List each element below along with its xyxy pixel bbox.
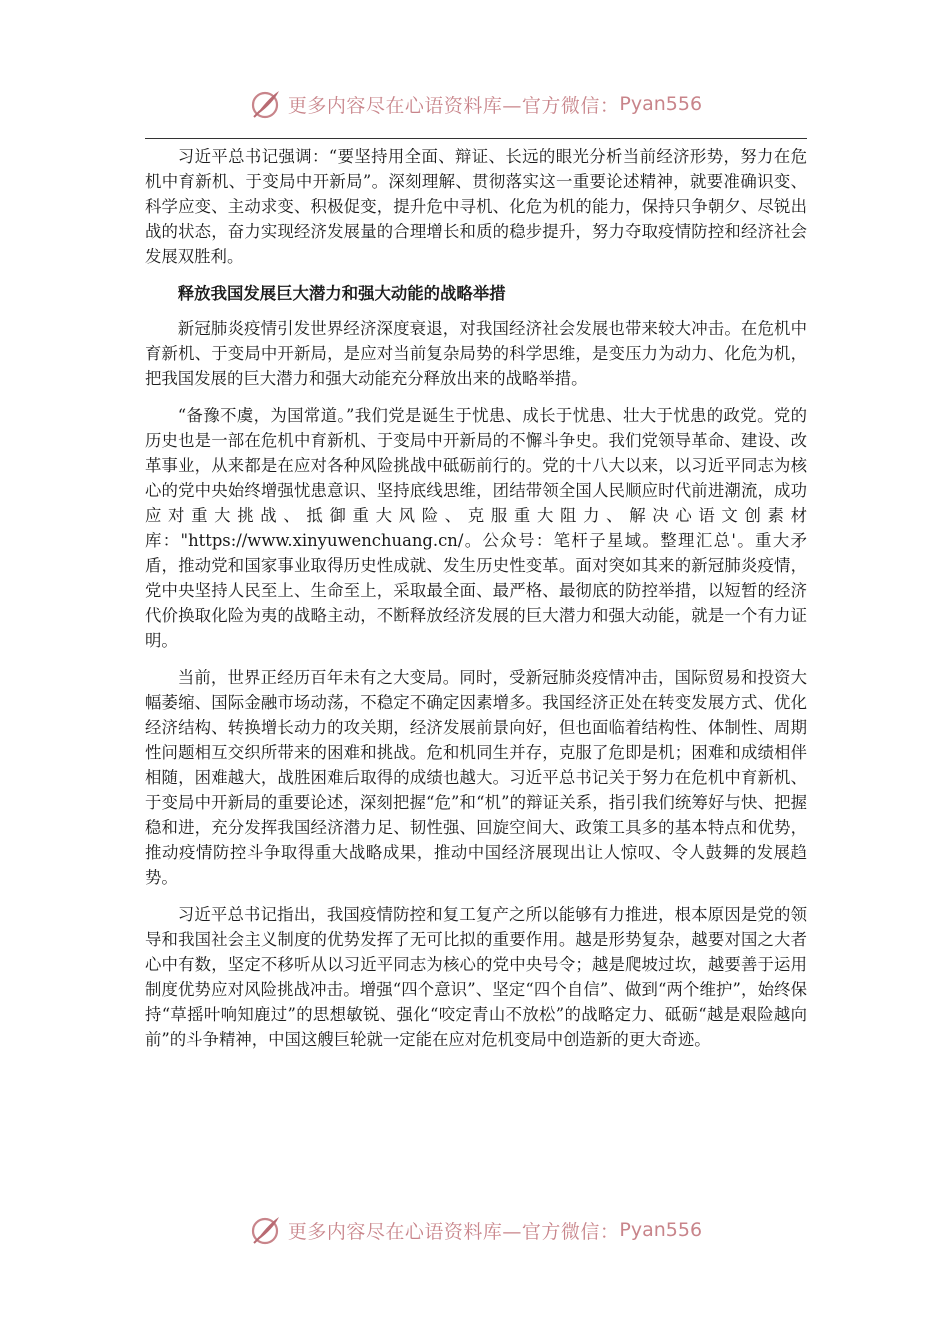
paragraph-1: 习近平总书记强调：“要坚持用全面、辩证、长远的眼光分析当前经济形势，努力在危机中育新机、于变局中开新局”。深刻理解、贯彻落实这一重要论述精神，就要准确识变、科学应变、主动求变、积极促变，提升危中寻机、化危为机的能力，保持只争朝夕、尽锐出战的状态，奋力实现经济发展量的合理增长和质的稳步提升，努力夺取疫情防控和经济社会发展双胜利。	[145, 147, 807, 266]
footer-banner-text: 更多内容尽在心语资料库—官方微信：	[287, 1220, 620, 1243]
section-heading: 释放我国发展巨大潜力和强大动能的战略举措	[177, 284, 506, 303]
header-banner	[0, 82, 950, 126]
header-divider	[145, 138, 807, 139]
feather-pen-logo-icon	[248, 1213, 282, 1247]
paragraph-3: “备豫不虞，为国常道。”我们党是诞生于忧患、成长于忧患、壮大于忧患的政党。党的历史也是一部在危机中育新机、于变局中开新局的不懈斗争史。我们党领导革命、建设、改革事业，从来都是在应对各种风险挑战中砥砺前行的。党的十八大以来，以习近平同志为核心的党中央始终增强忧患意识、坚持底线思维，团结带领全国人民顺应时代前进潮流，成功应对重大挑战、抵御重大风险、克服重大阻力、解决心语文创素材库："https://www.xinyuwenchuang.cn/。公众号：笔杆子星域。整理汇总'。重大矛盾，推动党和国家事业取得历史性成就、发生历史性变革。面对突如其来的新冠肺炎疫情，党中央坚持人民至上、生命至上，采取最全面、最严格、最彻底的防控举措，以短暂的经济代价换取化险为夷的战略主动，不断释放经济发展的巨大潜力和强大动能，就是一个有力证明。	[145, 406, 807, 650]
feather-pen-logo-icon	[248, 87, 282, 121]
paragraph-2: 新冠肺炎疫情引发世界经济深度衰退，对我国经济社会发展也带来较大冲击。在危机中育新机、于变局中开新局，是应对当前复杂局势的科学思维，是变压力为动力、化危为机，把我国发展的巨大潜力和强大动能充分释放出来的战略举措。	[145, 319, 807, 388]
paragraph-5: 习近平总书记指出，我国疫情防控和复工复产之所以能够有力推进，根本原因是党的领导和我国社会主义制度的优势发挥了无可比拟的重要作用。越是形势复杂，越要对国之大者心中有数，坚定不移听从以习近平同志为核心的党中央号令；越是爬坡过坎，越要善于运用制度优势应对风险挑战冲击。增强“四个意识”、坚定“四个自信”、做到“两个维护”，始终保持“草摇叶响知鹿过”的思想敏锐、强化“咬定青山不放松”的战略定力、砥砺“越是艰险越向前”的斗争精神，中国这艘巨轮就一定能在应对危机变局中创造新的更大奇迹。	[145, 905, 807, 1049]
header-banner-id: Pyan556	[619, 93, 703, 115]
header-banner-text: 更多内容尽在心语资料库—官方微信：	[287, 94, 620, 117]
footer-banner	[0, 1208, 950, 1252]
document-body	[145, 144, 807, 1064]
paragraph-4: 当前，世界正经历百年未有之大变局。同时，受新冠肺炎疫情冲击，国际贸易和投资大幅萎缩、国际金融市场动荡，不稳定不确定因素增多。我国经济正处在转变发展方式、优化经济结构、转换增长动力的攻关期，经济发展前景向好，但也面临着结构性、体制性、周期性问题相互交织所带来的困难和挑战。危和机同生并存，克服了危即是机；困难和成绩相伴相随，困难越大，战胜困难后取得的成绩也越大。习近平总书记关于努力在危机中育新机、于变局中开新局的重要论述，深刻把握“危”和“机”的辩证关系，指引我们统筹好与快、把握稳和进，充分发挥我国经济潜力足、韧性强、回旋空间大、政策工具多的基本特点和优势，推动疫情防控斗争取得重大战略成果，推动中国经济展现出让人惊叹、令人鼓舞的发展趋势。	[145, 668, 807, 887]
footer-banner-id: Pyan556	[619, 1219, 703, 1241]
